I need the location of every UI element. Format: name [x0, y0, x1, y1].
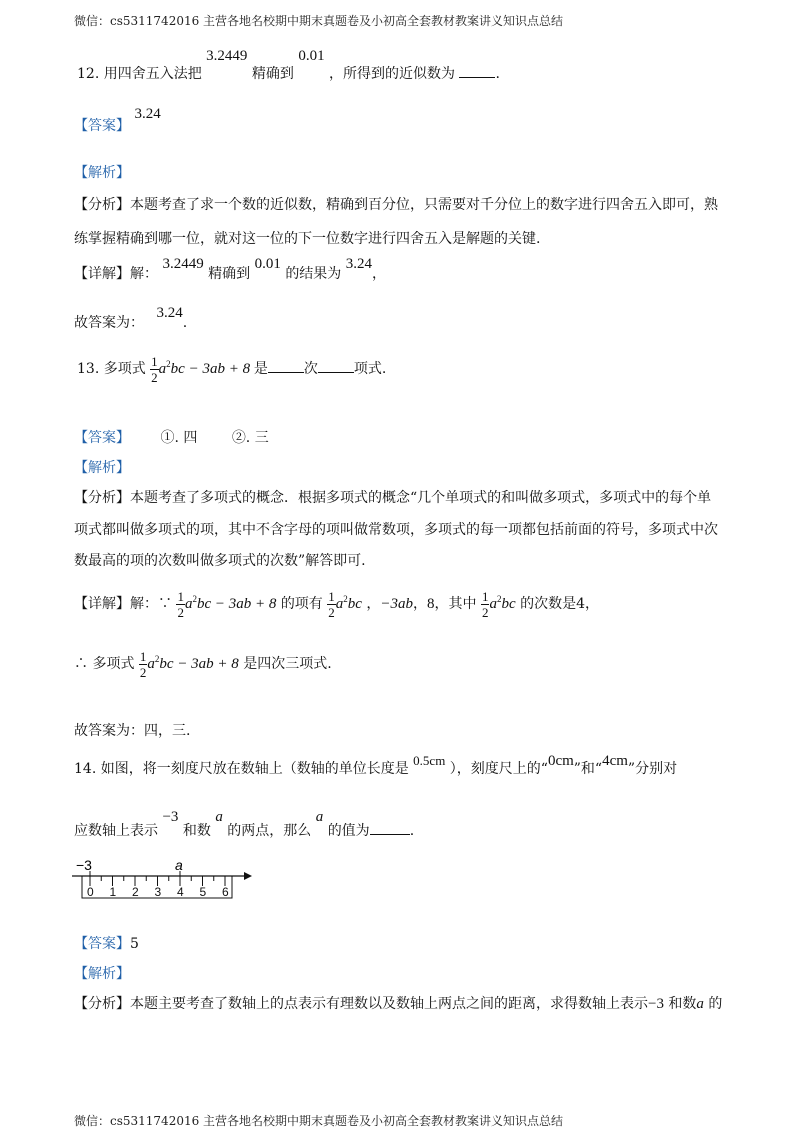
ruler-tick-label: 0 — [87, 885, 94, 899]
q12-precision: 0.01 — [298, 48, 325, 64]
ruler-tick-label: 4 — [177, 885, 184, 899]
page-footer: 微信：cs5311742016 主营各地名校期中期末真题卷及小初高全套教材教案讲义知识点总结 — [74, 1114, 564, 1128]
ruler-tick-label: 5 — [199, 885, 207, 899]
q12-answer: 【答案】 3.24 — [74, 106, 161, 134]
q12-blank — [459, 77, 495, 78]
ruler-tick-label: 6 — [222, 885, 229, 899]
q13-stem: 13. 多项式 $\frac{1}{2}$ $a^2bc - 3ab + 8$ 是 次 项式. — [77, 354, 387, 385]
axis-arrow-icon — [244, 872, 252, 880]
q13-fenxi-line3: 数最高的项的次数叫做多项式的次数”解答即可. — [74, 553, 366, 569]
q12-number: 3.2449 — [206, 48, 248, 64]
page-header: 微信：cs5311742016 主营各地名校期中期末真题卷及小初高全套教材教案讲义知识点总结 — [74, 14, 564, 28]
q12-conclusion: 故答案为： 3.24. — [74, 305, 188, 331]
ruler-tick-label: 2 — [132, 885, 139, 899]
q13-conclusion: 故答案为：四，三. — [74, 723, 191, 739]
ruler-number-line-figure — [68, 858, 258, 908]
q13-answer: 【答案】 ①. 四 ②. 三 — [74, 430, 269, 446]
q14-fenxi: 【分析】本题主要考查了数轴上的点表示有理数以及数轴上两点之间的距离，求得数轴上表示−3 和数a 的 — [74, 996, 723, 1012]
q13-jiexi-label: 【解析】 — [74, 460, 130, 476]
q13-blank-1 — [268, 372, 304, 373]
q13-fenxi-line1: 【分析】本题考查了多项式的概念．根据多项式的概念“几个单项式的和叫做多项式，多项式中的每个单 — [74, 490, 712, 506]
ruler-tick-label: 1 — [109, 885, 117, 899]
q14-stem-line2: 应数轴上表示 −3 和数 a 的两点，那么 a 的值为 . — [74, 809, 415, 839]
q14-blank — [370, 834, 410, 835]
q13-so: ∴ 多项式 $\frac{1}{2}$ $a^2bc - 3ab + 8$ 是四次三项式. — [74, 649, 332, 680]
figure-label-a: a — [175, 858, 183, 873]
figure-label-neg3: −3 — [76, 858, 92, 873]
q14-jiexi-label: 【解析】 — [74, 966, 130, 982]
q14-stem-line1: 14. 如图，将一刻度尺放在数轴上（数轴的单位长度是 0.5cm ），刻度尺上的“0cm”和“4cm”分别对 — [74, 753, 678, 777]
q12-answer-value: 3.24 — [134, 106, 161, 122]
q14-answer: 【答案】5 — [74, 936, 139, 952]
q12-jiexi-label: 【解析】 — [74, 165, 130, 181]
q12-fenxi-line1: 【分析】本题考查了求一个数的近似数，精确到百分位，只需要对千分位上的数字进行四舍五入即可，熟 — [74, 197, 718, 213]
q12-fenxi-line2: 练掌握精确到哪一位，就对这一位的下一位数字进行四舍五入是解题的关键. — [74, 231, 541, 247]
q13-polynomial: $\frac{1}{2}$ $a^2bc - 3ab + 8$ — [151, 354, 251, 385]
ruler-tick-label: 3 — [154, 885, 162, 899]
q13-detail: 【详解】解：∵ $\frac{1}{2}$ $a^2bc - 3ab + 8$ 的项有 $\frac{1}{2}$ $a^2bc$ ，−3ab，8，其中 $\frac{1}{2}$ $a^2bc$ 的次数是4， — [74, 589, 600, 620]
q13-blank-2 — [318, 372, 354, 373]
q12-stem: 12. 用四舍五入法把 3.2449 精确到 0.01 ，所得到的近似数为 . — [77, 48, 500, 82]
q13-fenxi-line2: 项式都叫做多项式的项，其中不含字母的项叫做常数项，多项式的每一项都包括前面的符号，多项式中次 — [74, 522, 718, 538]
q12-detail: 【详解】解： 3.2449 精确到 0.01 的结果为 3.24， — [74, 256, 387, 282]
